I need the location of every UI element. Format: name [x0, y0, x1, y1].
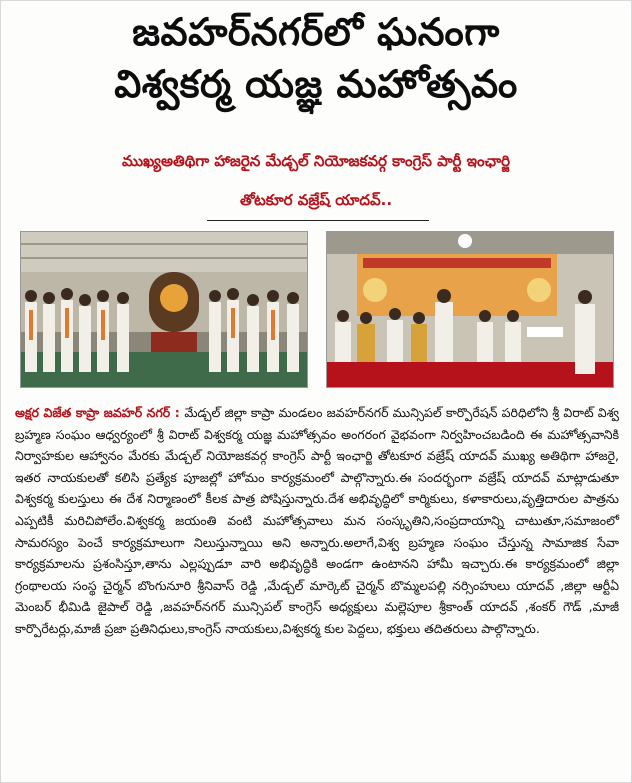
event-photo-right: [326, 231, 614, 388]
event-photo-left-image: [21, 232, 307, 387]
event-photo-right-image: [327, 232, 613, 387]
headline-line-2: విశ్వకర్మ యజ్ఞ మహోత్సవం: [114, 62, 518, 106]
article-text: మేడ్చల్ జిల్లా కాప్రా మండలం జవహర్‌నగర్ మున్సిపల్ కార్పొరేషన్ పరిధిలోని శ్రీ విరాట్ విశ్వ బ్రహ్మణ సంఘం ఆధ్వర్యంలో శ్రీ విరాట్ విశ్వకర్మ యజ్ఞ మహోత్సవం అంగరంగ వైభవంగా నిర్వహించబడింది ఈ మహోత్సవానికి నిర్వాహకుల ఆహ్వానం మేరకు మేడ్చల్ నియోజకవర్గ కాంగ్రెస్ పార్టీ ఇంఛార్జి తోటకూర వజ్రేష్ యాదవ్ ముఖ్య అతిథిగా హాజరై, ఇతర నాయకులతో కలిసి ప్రత్యేక పూజల్లో హోమం కార్యక్రమంలో పాల్గొన్నారు.ఈ సందర్భంగా వజ్రేష్ యాదవ్ మాట్లాడుతూ విశ్వకర్మ కులస్తులు ఈ దేశ నిర్మాణంలో కీలక పాత్ర పోషిస్తున్నారు.దేశ అభివృద్ధిలో కార్మికులు, కళాకారులు,వృత్తిదారుల పాత్రను ఎప్పటికీ మరిచిపోలేం.విశ్వకర్మ జయంతి వంటి మహోత్సవాలు మన సంస్కృతిని,సంప్రదాయాన్ని చాటుతూ,సమాజంలో సామరస్యం పెంచే కార్యక్రమాలుగా నిలుస్తున్నాయి అని అన్నారు.అలాగే,విశ్వ బ్రహ్మణ సంఘం చేస్తున్న సామాజిక సేవా కార్యక్రమాలను ప్రశంసిస్తూ,తాను ఎల్లప్పుడూ వారి అభివృద్ధికి అండగా ఉంటానని హామీ ఇచ్చారు.ఈ కార్యక్రమంలో జిల్లా గ్రంథాలయ సంస్థ చైర్మన్ బొంగునూరి శ్రీనివాస్ రెడ్డి ,మేడ్చల్ మార్కెట్ చైర్మన్ బొమ్మలపల్లి నర్సింహులు యాదవ్ ,జిల్లా ఆర్టీఏ మెంబర్ భీమిడి జైపాల్ రెడ్డి ,జవహర్‌నగర్ మున్సిపల్ కాంగ్రెస్ అధ్యక్షులు మల్లెపూల శ్రీకాంత్ యాదవ్ ,శంకర్ గౌడ్ ,మాజీ కార్పొరేటర్లు,మాజీ ప్రజా ప్రతినిధులు,కాంగ్రెస్ నాయకులు,విశ్వకర్మ కుల పెద్దలు, భక్తులు తదితరులు పాల్గొన్నారు.: [15, 405, 619, 636]
subheadline-underline: [207, 220, 429, 221]
subheadline-line-1: ముఖ్యఅతిథిగా హాజరైన మేడ్చల్ నియోజకవర్గ కాంగ్రెస్ పార్టీ ఇంఛార్జి: [121, 152, 511, 170]
article-body: [15, 402, 619, 640]
headline-line-1: జవహర్‌నగర్‌లో ఘనంగా: [132, 10, 500, 54]
article-dateline: అక్షర విజేత కాప్రా జవహర్ నగర్ :: [15, 405, 185, 420]
subheadline-line-2: తోటకూర వజ్రేష్ యాదవ్..: [239, 191, 393, 209]
event-photo-left: [20, 231, 308, 388]
